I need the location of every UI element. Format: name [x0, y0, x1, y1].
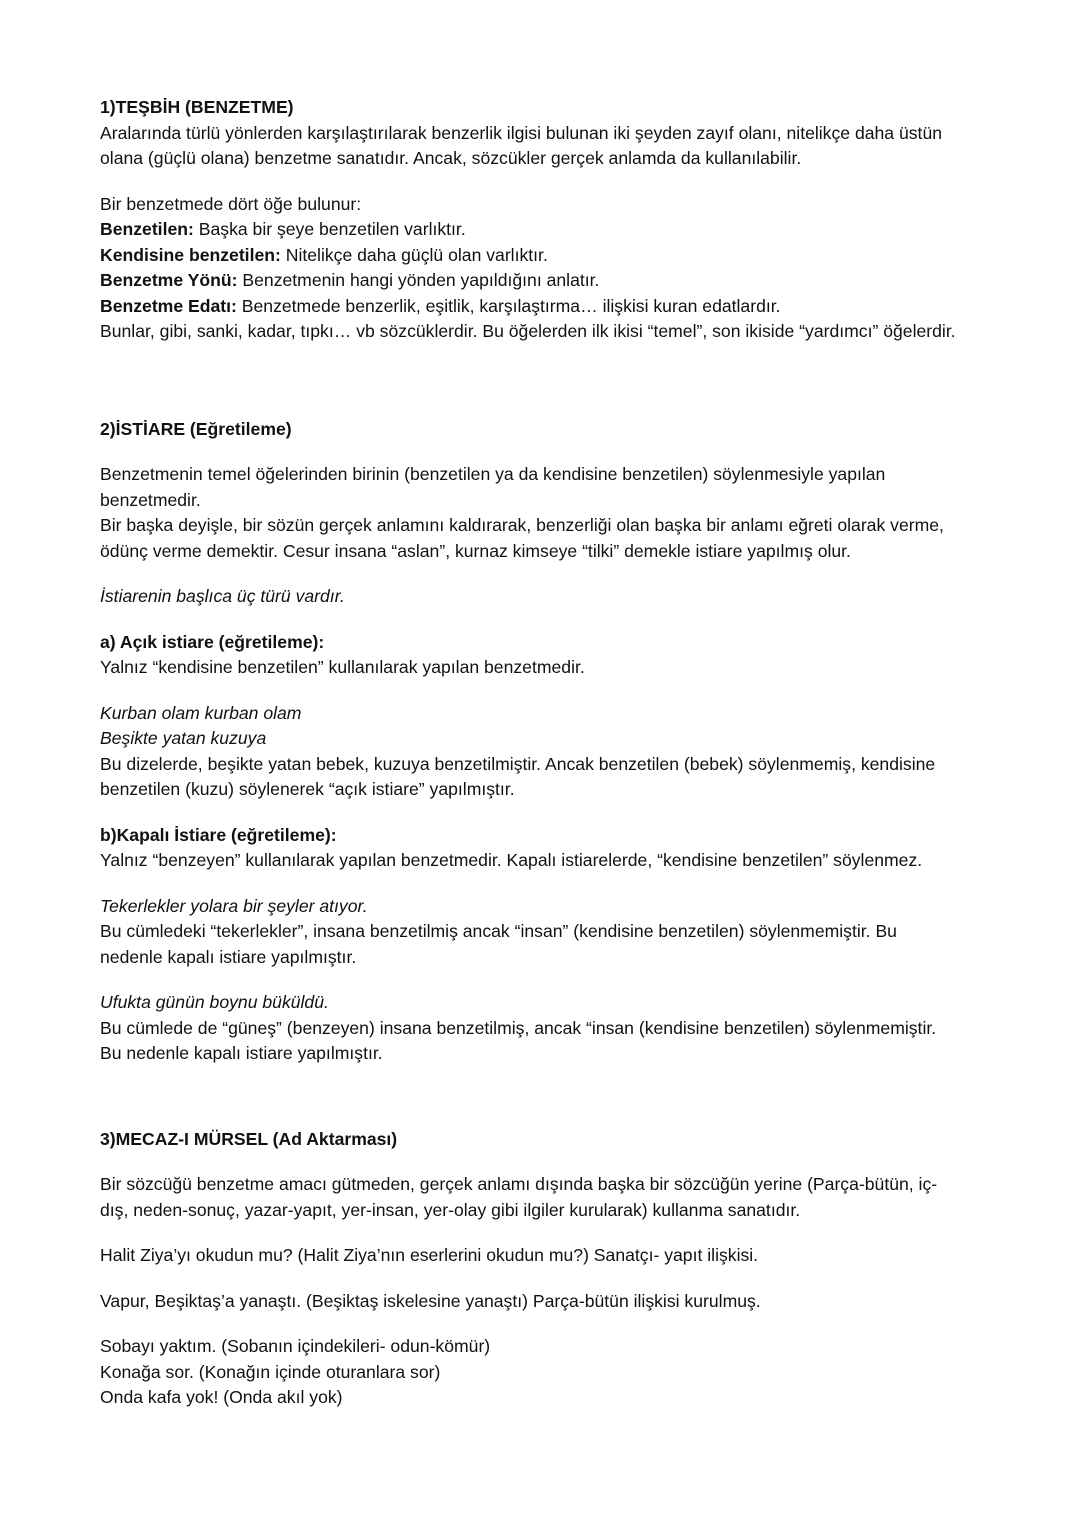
spacer — [100, 345, 962, 417]
term-definition: Benzetmede benzerlik, eşitlik, karşılaştırma… ilişkisi kuran edatlardır. — [236, 295, 781, 316]
term-definition: Benzetmenin hangi yönden yapıldığını anlatır. — [237, 270, 600, 290]
subheading-kapali-istiare: b)Kapalı İstiare (eğretileme): — [100, 824, 337, 845]
paragraph-istiare-tanim: Benzetmenin temel öğelerinden birinin (benzetilen ya da kendisine benzetilen) söylenmesiyle yapılan benzetmedir. — [100, 464, 886, 510]
example-ufukta: Ufukta günün boynu büküldü. — [100, 992, 329, 1012]
paragraph-ufukta-aciklama: Bu cümlede de “güneş” (benzeyen) insana benzetilmiş, ancak “insan (kendisine benzetilen) söylenmemiştir. Bu nedenle kapalı istiare yapılmıştır. — [100, 1017, 937, 1063]
term-benzetme-yonu — [100, 268, 962, 294]
paragraph-tekerlekler-aciklama: Bu cümledeki “tekerlekler”, insana benzetilmiş ancak “insan” (kendisine benzetilen) söylenmemiştir. Bu nedenle kapalı istiare yapılmıştır. — [100, 921, 897, 967]
example-konak: Konağa sor. (Konağın içinde oturanlara sor) — [100, 1361, 441, 1382]
example-kafa: Onda kafa yok! (Onda akıl yok) — [100, 1387, 343, 1407]
term-label: Benzetme Edatı: — [100, 295, 237, 316]
spacer — [100, 172, 962, 192]
term-benzetilen — [100, 217, 962, 243]
paragraph-istiare-aciklama: Bir başka deyişle, bir sözün gerçek anlamını kaldırarak, benzerliği olan başka bir anlamı eğreti olarak verme, ödünç verme demektir. Cesur insana “aslan”, kurnaz kimseye “tilki” demekle istiare yapılmış olur. — [100, 515, 944, 561]
verse-line-2: Beşikte yatan kuzuya — [100, 728, 267, 748]
spacer — [100, 874, 962, 894]
example-tekerlekler: Tekerlekler yolara bir şeyler atıyor. — [100, 895, 368, 916]
spacer — [100, 1314, 962, 1334]
example-soba: Sobayı yaktım. (Sobanın içindekileri- odun-kömür) — [100, 1336, 491, 1356]
paragraph-dort-oge: Bir benzetmede dört öğe bulunur: — [100, 193, 362, 214]
spacer — [100, 681, 962, 701]
paragraph-acik-istiare-aciklama: Bu dizelerde, beşikte yatan bebek, kuzuya benzetilmiştir. Ancak benzetilen (bebek) söylenmemiş, kendisine benzetilen (kuzu) söylenerek “açık istiare” yapılmıştır. — [100, 753, 936, 799]
spacer — [100, 1223, 962, 1243]
spacer — [100, 803, 962, 823]
term-kendisine-benzetilen — [100, 243, 962, 269]
subheading-acik-istiare: a) Açık istiare (eğretileme): — [100, 631, 325, 652]
spacer — [100, 1067, 962, 1127]
term-benzetme-edati — [100, 294, 962, 320]
term-definition: Nitelikçe daha güçlü olan varlıktır. — [280, 244, 548, 265]
section-heading-tesbih: 1)TEŞBİH (BENZETME) — [100, 97, 294, 117]
paragraph-kapali-istiare-tanim: Yalnız “benzeyen” kullanılarak yapılan benzetmedir. Kapalı istiarelerde, “kendisine benzetilen” söylenmez. — [100, 850, 923, 870]
paragraph-istiare-turleri: İstiarenin başlıca üç türü vardır. — [100, 586, 345, 606]
spacer — [100, 1269, 962, 1289]
paragraph-edat-ornekleri: Bunlar, gibi, sanki, kadar, tıpkı… vb sözcüklerdir. Bu öğelerden ilk ikisi “temel”, son ikiside “yardımcı” öğelerdir. — [100, 321, 956, 341]
spacer — [100, 564, 962, 584]
term-definition: Başka bir şeye benzetilen varlıktır. — [193, 219, 466, 239]
paragraph-mecaz-tanim: Bir sözcüğü benzetme amacı gütmeden, gerçek anlamı dışında başka bir sözcüğün yerine (Parça-bütün, iç-dış, neden-sonuç, yazar-yapıt, yer-insan, yer-olay gibi ilgiler kurularak) kullanma sanatıdır. — [100, 1174, 938, 1220]
spacer — [100, 970, 962, 990]
paragraph-tesbih-intro: Aralarında türlü yönlerden karşılaştırılarak benzerlik ilgisi bulunan iki şeyden zayıf olanı, nitelikçe daha üstün olana (güçlü olana) benzetme sanatıdır. Ancak, sözcükler gerçek anlamda da kullanılabilir. — [100, 122, 943, 168]
section-heading-mecaz-i-mursel: 3)MECAZ-I MÜRSEL (Ad Aktarması) — [100, 1128, 398, 1149]
term-label: Benzetilen: — [100, 219, 194, 239]
example-halit-ziya: Halit Ziya’yı okudun mu? (Halit Ziya’nın eserlerini okudun mu?) Sanatçı- yapıt ilişkisi. — [100, 1245, 759, 1265]
term-label: Kendisine benzetilen: — [100, 244, 281, 265]
paragraph-acik-istiare-tanim: Yalnız “kendisine benzetilen” kullanılarak yapılan benzetmedir. — [100, 657, 585, 677]
spacer — [100, 442, 962, 462]
section-heading-istiare: 2)İSTİARE (Eğretileme) — [100, 418, 292, 439]
spacer — [100, 610, 962, 630]
verse-line-1: Kurban olam kurban olam — [100, 702, 302, 723]
term-label: Benzetme Yönü: — [100, 270, 238, 290]
spacer — [100, 1152, 962, 1172]
example-vapur: Vapur, Beşiktaş’a yanaştı. (Beşiktaş iskelesine yanaştı) Parça-bütün ilişkisi kurulmuş. — [100, 1290, 761, 1311]
document-body — [100, 95, 962, 1411]
